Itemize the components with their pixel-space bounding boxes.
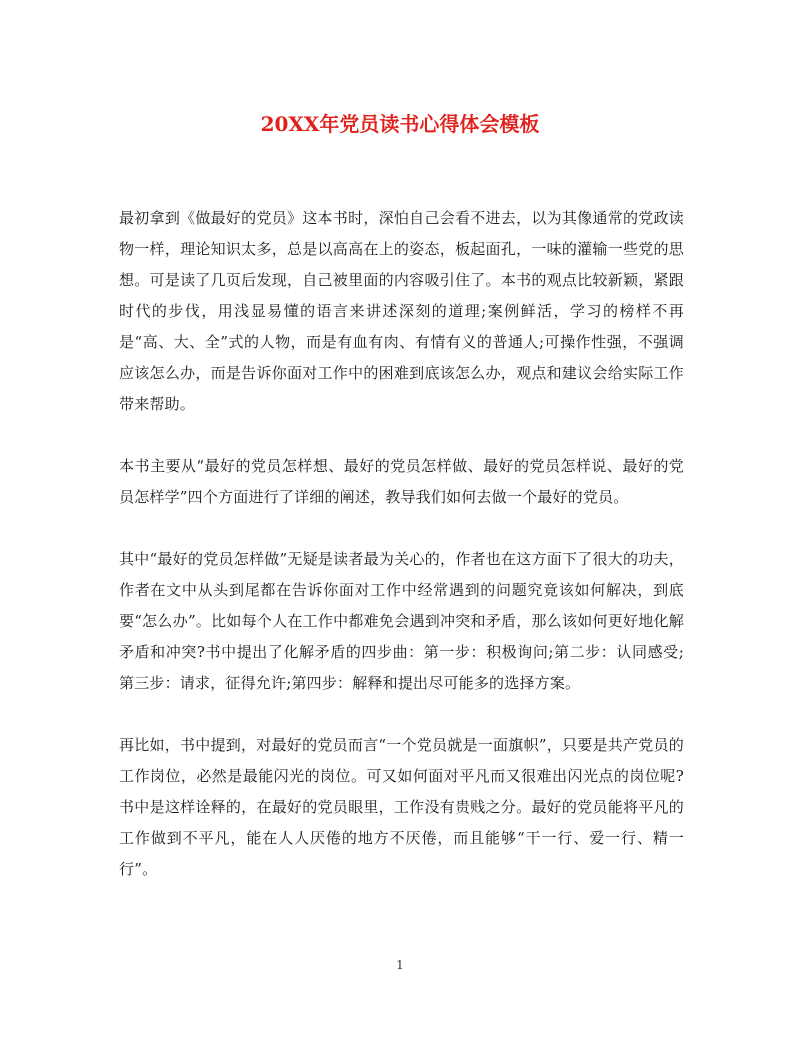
paragraph-2: 本书主要从“最好的党员怎样想、最好的党员怎样做、最好的党员怎样说、最好的党员怎样学”四个方面进行了详细的阐述，教导我们如何去做一个最好的党员。 xyxy=(119,457,684,506)
document-title: 20XX年党员读书心得体会模板 xyxy=(260,112,540,136)
paragraph-1: 最初拿到《做最好的党员》这本书时，深怕自己会看不进去，以为其像通常的党政读物一样，理论知识太多，总是以高高在上的姿态，板起面孔，一味的灌输一些党的思想。可是读了几页后发现，自己被里面的内容吸引住了。本书的观点比较新颖，紧跟时代的步伐，用浅显易懂的语言来讲述深刻的道理;案例鲜活，学习的榜样不再是“高、大、全”式的人物，而是有血有肉、有情有义的普通人;可操作性强，不强调应该怎么办，而是告诉你面对工作中的困难到底该怎么办，观点和建议会给实际工作带来帮助。 xyxy=(119,209,684,413)
paragraph-gap xyxy=(119,513,684,544)
page-number: 1 xyxy=(396,958,404,972)
paragraph-3: 其中“最好的党员怎样做”无疑是读者最为关心的，作者也在这方面下了很大的功夫，作者在文中从头到尾都在告诉你面对工作中经常遇到的问题究竟该如何解决，到底要“怎么办”。比如每个人在工作中都难免会遇到冲突和矛盾，那么该如何更好地化解矛盾和冲突?书中提出了化解矛盾的四步曲：第一步：积极询问;第二步：认同感受;第三步：请求，征得允许;第四步：解释和提出尽可能多的选择方案。 xyxy=(119,550,684,692)
document-body xyxy=(119,203,684,885)
paragraph-4: 再比如，书中提到，对最好的党员而言“一个党员就是一面旗帜”，只要是共产党员的工作岗位，必然是最能闪光的岗位。可又如何面对平凡而又很难出闪光点的岗位呢?书中是这样诠释的，在最好的党员眼里，工作没有贵贱之分。最好的党员能将平凡的工作做到不平凡，能在人人厌倦的地方不厌倦，而且能够“干一行、爱一行、精一行”。 xyxy=(119,736,684,878)
paragraph-gap xyxy=(119,420,684,451)
paragraph-gap xyxy=(119,699,684,730)
